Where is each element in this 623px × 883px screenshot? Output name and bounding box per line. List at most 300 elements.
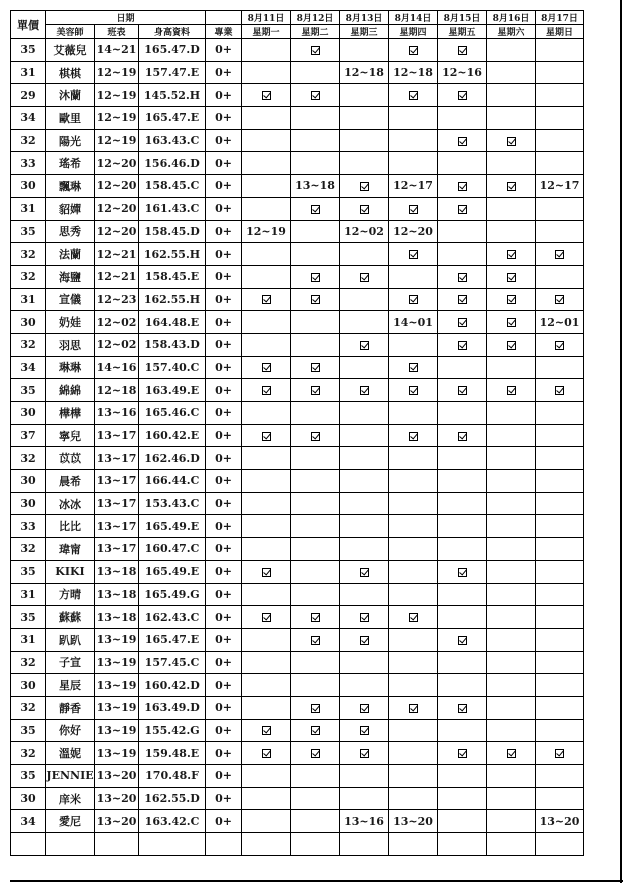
day-cell <box>291 243 340 266</box>
day-cell <box>487 742 536 765</box>
beautician-name: 蘇蘇 <box>46 606 95 629</box>
table-row <box>11 628 584 651</box>
checkbox-checked-icon <box>507 318 516 327</box>
day-cell <box>242 515 291 538</box>
day-cell <box>536 515 584 538</box>
day-cell <box>438 583 487 606</box>
body-cell: 160.42.E <box>139 424 206 447</box>
table-row <box>11 447 584 470</box>
checkbox-checked-icon <box>458 46 467 55</box>
beautician-name: 宣儀 <box>46 288 95 311</box>
price-cell: 31 <box>11 197 46 220</box>
checkbox-checked-icon <box>555 749 564 758</box>
price-cell: 34 <box>11 107 46 130</box>
price-cell: 32 <box>11 129 46 152</box>
day-cell <box>242 175 291 198</box>
day-cell <box>536 674 584 697</box>
checkbox-checked-icon <box>360 386 369 395</box>
checkbox-checked-icon <box>555 295 564 304</box>
beautician-name: 你好 <box>46 719 95 742</box>
day-cell <box>536 265 584 288</box>
day-cell <box>438 674 487 697</box>
day-cell <box>438 220 487 243</box>
empty-cell <box>536 833 584 856</box>
table-row <box>11 175 584 198</box>
empty-cell <box>46 833 95 856</box>
checkbox-checked-icon <box>555 250 564 259</box>
beautician-name: 子宣 <box>46 651 95 674</box>
shift-cell: 13~20 <box>95 765 139 788</box>
day-cell <box>487 175 536 198</box>
shift-cell: 13~20 <box>95 810 139 833</box>
body-cell: 158.45.C <box>139 175 206 198</box>
beautician-name: 陽光 <box>46 129 95 152</box>
day-cell <box>291 583 340 606</box>
day-cell <box>389 84 438 107</box>
body-cell: 165.49.E <box>139 515 206 538</box>
day-cell <box>438 719 487 742</box>
checkbox-checked-icon <box>262 363 271 372</box>
checkbox-checked-icon <box>458 432 467 441</box>
day-cell <box>291 107 340 130</box>
day-cell <box>487 311 536 334</box>
day-cell <box>487 402 536 425</box>
day-cell <box>487 492 536 515</box>
day-cell <box>291 220 340 243</box>
day-cell <box>340 243 389 266</box>
date-cell: 8月16日 <box>487 11 536 25</box>
day-cell <box>389 765 438 788</box>
day-cell <box>389 606 438 629</box>
day-cell <box>242 719 291 742</box>
day-cell <box>291 538 340 561</box>
day-cell <box>389 628 438 651</box>
beautician-name: 瑤希 <box>46 152 95 175</box>
price-cell: 31 <box>11 583 46 606</box>
day-cell <box>389 39 438 62</box>
special-cell: 0+ <box>206 39 242 62</box>
checkbox-checked-icon <box>458 568 467 577</box>
table-row <box>11 742 584 765</box>
body-cell: 158.45.D <box>139 220 206 243</box>
header-spacer <box>206 11 242 25</box>
day-cell <box>438 356 487 379</box>
day-cell <box>438 765 487 788</box>
day-time-cell: 12~18 <box>340 61 389 84</box>
body-cell: 162.55.H <box>139 243 206 266</box>
day-cell <box>487 107 536 130</box>
day-cell <box>487 333 536 356</box>
price-cell: 30 <box>11 311 46 334</box>
day-cell <box>487 515 536 538</box>
body-cell: 162.46.D <box>139 447 206 470</box>
beautician-name: 庠米 <box>46 787 95 810</box>
day-time-cell: 13~20 <box>389 810 438 833</box>
table-row <box>11 61 584 84</box>
checkbox-checked-icon <box>409 704 418 713</box>
price-cell: 35 <box>11 379 46 402</box>
body-cell: 156.46.D <box>139 152 206 175</box>
checkbox-checked-icon <box>360 568 369 577</box>
date-header: 日期 <box>46 11 206 25</box>
checkbox-checked-icon <box>360 726 369 735</box>
checkbox-checked-icon <box>458 341 467 350</box>
table-row <box>11 107 584 130</box>
day-cell <box>291 492 340 515</box>
day-cell <box>438 606 487 629</box>
day-cell <box>536 538 584 561</box>
special-cell: 0+ <box>206 288 242 311</box>
day-time-cell: 12~16 <box>438 61 487 84</box>
checkbox-checked-icon <box>311 295 320 304</box>
checkbox-checked-icon <box>458 182 467 191</box>
shift-cell: 13~19 <box>95 651 139 674</box>
day-cell <box>536 333 584 356</box>
empty-cell <box>487 833 536 856</box>
day-cell <box>438 696 487 719</box>
day-cell <box>389 288 438 311</box>
day-cell <box>389 379 438 402</box>
day-cell <box>291 129 340 152</box>
checkbox-checked-icon <box>311 704 320 713</box>
shift-cell: 12~19 <box>95 84 139 107</box>
table-row <box>11 311 584 334</box>
table-row-empty <box>11 833 584 856</box>
checkbox-checked-icon <box>458 749 467 758</box>
body-cell: 145.52.H <box>139 84 206 107</box>
price-cell: 35 <box>11 560 46 583</box>
special-cell: 0+ <box>206 243 242 266</box>
day-cell <box>389 402 438 425</box>
day-cell <box>242 674 291 697</box>
empty-cell <box>438 833 487 856</box>
day-cell <box>536 402 584 425</box>
shift-cell: 13~19 <box>95 628 139 651</box>
table-row <box>11 787 584 810</box>
special-cell: 0+ <box>206 515 242 538</box>
table-row <box>11 651 584 674</box>
checkbox-checked-icon <box>311 273 320 282</box>
body-cell: 157.45.C <box>139 651 206 674</box>
day-time-cell: 12~17 <box>389 175 438 198</box>
checkbox-checked-icon <box>360 704 369 713</box>
checkbox-checked-icon <box>311 386 320 395</box>
special-cell: 0+ <box>206 197 242 220</box>
day-cell <box>242 39 291 62</box>
day-cell <box>438 175 487 198</box>
checkbox-checked-icon <box>409 250 418 259</box>
day-cell <box>536 197 584 220</box>
day-cell <box>291 333 340 356</box>
day-cell <box>438 560 487 583</box>
checkbox-checked-icon <box>262 91 271 100</box>
shift-cell: 13~19 <box>95 719 139 742</box>
special-cell: 0+ <box>206 107 242 130</box>
day-cell <box>487 220 536 243</box>
day-cell <box>487 152 536 175</box>
special-header: 專業 <box>206 25 242 39</box>
table-row <box>11 538 584 561</box>
empty-cell <box>206 833 242 856</box>
checkbox-checked-icon <box>360 273 369 282</box>
day-time-cell: 13~20 <box>536 810 584 833</box>
empty-cell <box>340 833 389 856</box>
day-cell <box>389 719 438 742</box>
special-cell: 0+ <box>206 606 242 629</box>
day-cell <box>487 765 536 788</box>
beautician-name: 樺樺 <box>46 402 95 425</box>
day-cell <box>291 719 340 742</box>
day-cell <box>487 787 536 810</box>
day-cell <box>487 265 536 288</box>
day-cell <box>536 84 584 107</box>
table-row <box>11 492 584 515</box>
weekday-cell-sunday: 星期日 <box>536 25 584 39</box>
beautician-name: 綿綿 <box>46 379 95 402</box>
special-cell: 0+ <box>206 560 242 583</box>
table-row <box>11 810 584 833</box>
day-cell <box>536 447 584 470</box>
beautician-name: 比比 <box>46 515 95 538</box>
day-cell <box>340 492 389 515</box>
day-cell <box>487 288 536 311</box>
day-cell <box>242 265 291 288</box>
price-cell: 30 <box>11 470 46 493</box>
day-cell <box>389 107 438 130</box>
checkbox-checked-icon <box>507 341 516 350</box>
body-cell: 163.42.C <box>139 810 206 833</box>
date-cell: 8月12日 <box>291 11 340 25</box>
table-row <box>11 515 584 538</box>
day-cell <box>340 356 389 379</box>
checkbox-checked-icon <box>458 704 467 713</box>
beautician-name: 靜香 <box>46 696 95 719</box>
day-cell <box>242 787 291 810</box>
checkbox-checked-icon <box>507 273 516 282</box>
day-cell <box>291 61 340 84</box>
shift-cell: 14~16 <box>95 356 139 379</box>
shift-cell: 12~20 <box>95 197 139 220</box>
day-cell <box>242 152 291 175</box>
table-row <box>11 333 584 356</box>
price-cell: 30 <box>11 402 46 425</box>
price-cell: 31 <box>11 628 46 651</box>
day-cell <box>389 470 438 493</box>
beautician-header: 美容師 <box>46 25 95 39</box>
special-cell: 0+ <box>206 538 242 561</box>
day-cell <box>291 470 340 493</box>
day-cell <box>487 447 536 470</box>
special-cell: 0+ <box>206 651 242 674</box>
day-cell <box>340 628 389 651</box>
day-cell <box>340 333 389 356</box>
day-cell <box>487 538 536 561</box>
day-cell <box>536 129 584 152</box>
table-row <box>11 560 584 583</box>
special-cell: 0+ <box>206 810 242 833</box>
day-cell <box>389 243 438 266</box>
special-cell: 0+ <box>206 742 242 765</box>
beautician-name: JENNIE <box>46 765 95 788</box>
special-cell: 0+ <box>206 175 242 198</box>
price-cell: 32 <box>11 696 46 719</box>
checkbox-checked-icon <box>360 749 369 758</box>
checkbox-checked-icon <box>409 386 418 395</box>
price-cell: 30 <box>11 492 46 515</box>
day-cell <box>340 129 389 152</box>
day-cell <box>340 538 389 561</box>
body-cell: 170.48.F <box>139 765 206 788</box>
body-cell: 165.47.E <box>139 107 206 130</box>
shift-cell: 13~20 <box>95 787 139 810</box>
price-cell: 35 <box>11 39 46 62</box>
day-cell <box>291 765 340 788</box>
shift-cell: 12~18 <box>95 379 139 402</box>
day-cell <box>340 402 389 425</box>
price-cell: 31 <box>11 61 46 84</box>
checkbox-checked-icon <box>458 273 467 282</box>
day-cell <box>389 265 438 288</box>
day-cell <box>487 61 536 84</box>
page-border-right <box>620 0 622 883</box>
checkbox-checked-icon <box>262 295 271 304</box>
checkbox-checked-icon <box>507 295 516 304</box>
day-cell <box>438 628 487 651</box>
checkbox-checked-icon <box>458 91 467 100</box>
shift-cell: 13~17 <box>95 515 139 538</box>
day-cell <box>536 424 584 447</box>
day-cell <box>291 197 340 220</box>
beautician-name: 溫妮 <box>46 742 95 765</box>
day-cell <box>487 628 536 651</box>
day-cell <box>487 719 536 742</box>
special-cell: 0+ <box>206 333 242 356</box>
day-cell <box>340 515 389 538</box>
empty-cell <box>139 833 206 856</box>
day-cell <box>487 84 536 107</box>
body-cell: 158.43.D <box>139 333 206 356</box>
special-cell: 0+ <box>206 492 242 515</box>
day-time-cell: 14~01 <box>389 311 438 334</box>
checkbox-checked-icon <box>555 386 564 395</box>
day-cell <box>242 538 291 561</box>
day-cell <box>389 492 438 515</box>
date-cell: 8月11日 <box>242 11 291 25</box>
beautician-name: 愛尼 <box>46 810 95 833</box>
special-cell: 0+ <box>206 765 242 788</box>
price-cell: 32 <box>11 651 46 674</box>
beautician-name: 棋棋 <box>46 61 95 84</box>
beautician-name: 法蘭 <box>46 243 95 266</box>
day-cell <box>389 538 438 561</box>
checkbox-checked-icon <box>507 137 516 146</box>
day-cell <box>487 560 536 583</box>
price-cell: 32 <box>11 742 46 765</box>
price-header: 單價 <box>11 11 46 39</box>
day-cell <box>536 243 584 266</box>
price-cell: 32 <box>11 265 46 288</box>
price-cell: 34 <box>11 356 46 379</box>
day-cell <box>536 787 584 810</box>
shift-cell: 13~16 <box>95 402 139 425</box>
checkbox-checked-icon <box>262 749 271 758</box>
special-cell: 0+ <box>206 311 242 334</box>
checkbox-checked-icon <box>360 205 369 214</box>
day-cell <box>438 107 487 130</box>
shift-cell: 12~20 <box>95 220 139 243</box>
shift-cell: 12~19 <box>95 61 139 84</box>
day-cell <box>536 628 584 651</box>
shift-cell: 13~18 <box>95 583 139 606</box>
day-cell <box>389 129 438 152</box>
checkbox-checked-icon <box>311 726 320 735</box>
table-row <box>11 220 584 243</box>
shift-cell: 12~02 <box>95 311 139 334</box>
day-cell <box>291 674 340 697</box>
header-row-dates <box>11 11 584 25</box>
day-cell <box>536 492 584 515</box>
price-cell: 32 <box>11 447 46 470</box>
body-cell: 157.47.E <box>139 61 206 84</box>
body-cell: 166.44.C <box>139 470 206 493</box>
date-cell: 8月14日 <box>389 11 438 25</box>
day-cell <box>389 356 438 379</box>
checkbox-checked-icon <box>311 363 320 372</box>
table-row <box>11 243 584 266</box>
day-cell <box>340 470 389 493</box>
checkbox-checked-icon <box>409 46 418 55</box>
price-cell: 37 <box>11 424 46 447</box>
shift-cell: 12~19 <box>95 129 139 152</box>
checkbox-checked-icon <box>555 341 564 350</box>
empty-cell <box>242 833 291 856</box>
day-cell <box>291 651 340 674</box>
day-cell <box>438 810 487 833</box>
day-cell <box>340 311 389 334</box>
day-cell <box>536 288 584 311</box>
day-cell <box>536 560 584 583</box>
day-cell <box>340 583 389 606</box>
day-cell <box>242 288 291 311</box>
day-cell <box>389 424 438 447</box>
day-cell <box>487 379 536 402</box>
day-time-cell: 12~18 <box>389 61 438 84</box>
checkbox-checked-icon <box>409 91 418 100</box>
body-cell: 153.43.C <box>139 492 206 515</box>
day-cell <box>291 39 340 62</box>
special-cell: 0+ <box>206 402 242 425</box>
beautician-name: 方晴 <box>46 583 95 606</box>
price-cell: 35 <box>11 765 46 788</box>
special-cell: 0+ <box>206 447 242 470</box>
empty-cell <box>291 833 340 856</box>
day-time-cell: 13~18 <box>291 175 340 198</box>
price-cell: 32 <box>11 538 46 561</box>
checkbox-checked-icon <box>311 46 320 55</box>
checkbox-checked-icon <box>360 182 369 191</box>
day-cell <box>242 311 291 334</box>
table-row <box>11 696 584 719</box>
day-cell <box>536 583 584 606</box>
day-cell <box>389 333 438 356</box>
day-cell <box>389 447 438 470</box>
day-cell <box>242 61 291 84</box>
checkbox-checked-icon <box>360 613 369 622</box>
day-cell <box>389 674 438 697</box>
body-cell: 165.49.G <box>139 583 206 606</box>
special-cell: 0+ <box>206 424 242 447</box>
body-cell: 155.42.G <box>139 719 206 742</box>
